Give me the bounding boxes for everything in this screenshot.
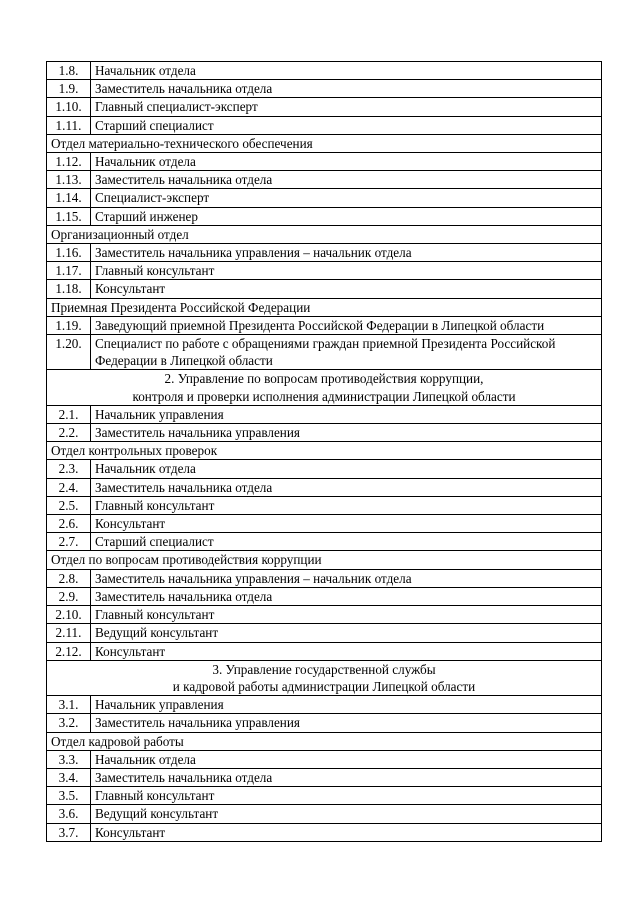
position-title: Заместитель начальника отдела xyxy=(91,587,602,605)
table-row xyxy=(47,624,602,642)
item-number: 2.8. xyxy=(47,569,91,587)
table-row xyxy=(47,244,602,262)
position-title: Начальник отдела xyxy=(91,460,602,478)
item-number: 3.2. xyxy=(47,714,91,732)
item-number: 2.4. xyxy=(47,478,91,496)
table-row xyxy=(47,335,602,370)
table-row xyxy=(47,62,602,80)
position-title: Консультант xyxy=(91,823,602,841)
item-number: 1.12. xyxy=(47,153,91,171)
section-title: Приемная Президента Российской Федерации xyxy=(47,298,602,316)
heading-line: и кадровой работы администрации Липецкой области xyxy=(172,678,476,694)
position-title: Заместитель начальника управления xyxy=(91,714,602,732)
position-title: Специалист по работе с обращениями граждан приемной Президента Российской Федерации в Липецкой области xyxy=(91,335,602,370)
position-title: Начальник отдела xyxy=(91,153,602,171)
item-number: 1.9. xyxy=(47,80,91,98)
item-number: 2.11. xyxy=(47,624,91,642)
position-title: Заместитель начальника отдела xyxy=(91,80,602,98)
table-row xyxy=(47,496,602,514)
position-title: Консультант xyxy=(91,280,602,298)
positions-table-body xyxy=(47,62,602,842)
heading-line: 3. Управление государственной службы xyxy=(212,661,436,677)
section-row xyxy=(47,134,602,152)
department-heading xyxy=(47,660,602,695)
position-title: Консультант xyxy=(91,642,602,660)
table-row xyxy=(47,116,602,134)
section-row xyxy=(47,732,602,750)
position-title: Консультант xyxy=(91,515,602,533)
position-title: Ведущий консультант xyxy=(91,624,602,642)
item-number: 2.5. xyxy=(47,496,91,514)
position-title: Старший специалист xyxy=(91,116,602,134)
table-row xyxy=(47,569,602,587)
section-title: Отдел контрольных проверок xyxy=(47,442,602,460)
table-row xyxy=(47,787,602,805)
section-title: Организационный отдел xyxy=(47,225,602,243)
section-row xyxy=(47,298,602,316)
heading-line: 2. Управление по вопросам противодействия коррупции, xyxy=(164,371,484,387)
position-title: Главный специалист-эксперт xyxy=(91,98,602,116)
position-title: Начальник управления xyxy=(91,696,602,714)
item-number: 1.17. xyxy=(47,262,91,280)
item-number: 1.18. xyxy=(47,280,91,298)
position-title: Главный консультант xyxy=(91,787,602,805)
item-number: 1.19. xyxy=(47,316,91,334)
table-row xyxy=(47,768,602,786)
table-row xyxy=(47,207,602,225)
heading-row xyxy=(47,370,602,405)
table-row xyxy=(47,153,602,171)
item-number: 2.12. xyxy=(47,642,91,660)
section-title: Отдел кадровой работы xyxy=(47,732,602,750)
position-title: Главный консультант xyxy=(91,262,602,280)
position-title: Начальник управления xyxy=(91,405,602,423)
item-number: 1.20. xyxy=(47,335,91,370)
section-row xyxy=(47,225,602,243)
position-title: Главный консультант xyxy=(91,496,602,514)
table-row xyxy=(47,533,602,551)
table-row xyxy=(47,642,602,660)
table-row xyxy=(47,171,602,189)
table-row xyxy=(47,696,602,714)
table-row xyxy=(47,606,602,624)
item-number: 3.5. xyxy=(47,787,91,805)
table-row xyxy=(47,515,602,533)
section-title: Отдел материально-технического обеспечения xyxy=(47,134,602,152)
position-title: Главный консультант xyxy=(91,606,602,624)
item-number: 2.9. xyxy=(47,587,91,605)
position-title: Заместитель начальника отдела xyxy=(91,478,602,496)
position-title: Заместитель начальника управления – начальник отдела xyxy=(91,569,602,587)
table-row xyxy=(47,587,602,605)
table-row xyxy=(47,823,602,841)
position-title: Начальник отдела xyxy=(91,62,602,80)
table-row xyxy=(47,405,602,423)
position-title: Старший инженер xyxy=(91,207,602,225)
section-row xyxy=(47,442,602,460)
item-number: 3.6. xyxy=(47,805,91,823)
table-row xyxy=(47,460,602,478)
item-number: 2.10. xyxy=(47,606,91,624)
item-number: 3.3. xyxy=(47,750,91,768)
heading-line: контроля и проверки исполнения администрации Липецкой области xyxy=(132,388,516,404)
table-row xyxy=(47,714,602,732)
positions-table xyxy=(46,61,602,842)
item-number: 1.11. xyxy=(47,116,91,134)
item-number: 3.1. xyxy=(47,696,91,714)
table-row xyxy=(47,189,602,207)
table-row xyxy=(47,316,602,334)
item-number: 2.2. xyxy=(47,424,91,442)
position-title: Заместитель начальника управления xyxy=(91,424,602,442)
heading-row xyxy=(47,660,602,695)
table-row xyxy=(47,80,602,98)
item-number: 1.15. xyxy=(47,207,91,225)
item-number: 1.14. xyxy=(47,189,91,207)
item-number: 2.7. xyxy=(47,533,91,551)
item-number: 3.7. xyxy=(47,823,91,841)
position-title: Заведующий приемной Президента Российской Федерации в Липецкой области xyxy=(91,316,602,334)
position-title: Заместитель начальника управления – начальник отдела xyxy=(91,244,602,262)
item-number: 2.3. xyxy=(47,460,91,478)
item-number: 1.8. xyxy=(47,62,91,80)
item-number: 2.1. xyxy=(47,405,91,423)
position-title: Заместитель начальника отдела xyxy=(91,768,602,786)
position-title: Старший специалист xyxy=(91,533,602,551)
table-row xyxy=(47,98,602,116)
position-title: Заместитель начальника отдела xyxy=(91,171,602,189)
table-row xyxy=(47,805,602,823)
table-row xyxy=(47,478,602,496)
department-heading xyxy=(47,370,602,405)
position-title: Специалист-эксперт xyxy=(91,189,602,207)
position-title: Начальник отдела xyxy=(91,750,602,768)
section-row xyxy=(47,551,602,569)
item-number: 3.4. xyxy=(47,768,91,786)
table-row xyxy=(47,280,602,298)
position-title: Ведущий консультант xyxy=(91,805,602,823)
table-row xyxy=(47,262,602,280)
item-number: 1.10. xyxy=(47,98,91,116)
table-row xyxy=(47,750,602,768)
item-number: 1.13. xyxy=(47,171,91,189)
item-number: 2.6. xyxy=(47,515,91,533)
section-title: Отдел по вопросам противодействия коррупции xyxy=(47,551,602,569)
item-number: 1.16. xyxy=(47,244,91,262)
table-row xyxy=(47,424,602,442)
